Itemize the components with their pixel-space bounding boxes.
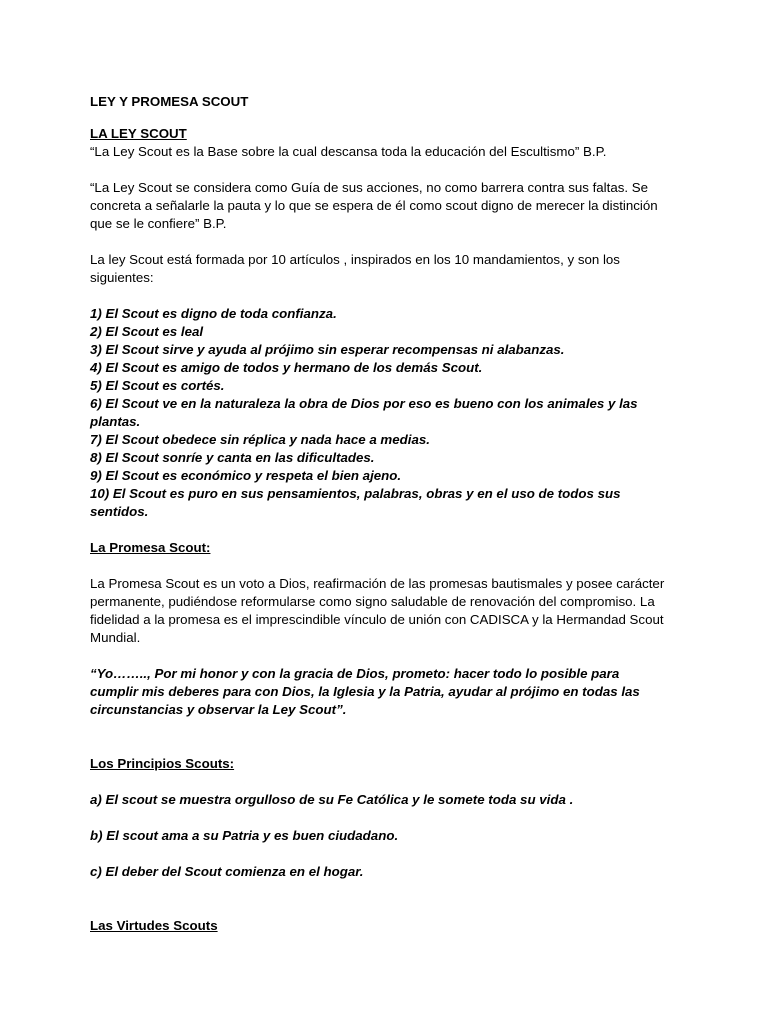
law-item: 9) El Scout es económico y respeta el bien ajeno. — [90, 468, 402, 483]
quote-1: “La Ley Scout es la Base sobre la cual descansa toda la educación del Escultismo” B.P. — [90, 144, 607, 159]
promesa-text: La Promesa Scout es un voto a Dios, reafirmación de las promesas bautismales y posee carácter permanente, pudiéndose reformularse como signo saludable de renovación del compromiso. La fidelidad a la promesa es el imprescindible vínculo de unión con CADISCA y la Hermandad Scout Mundial. — [90, 576, 665, 645]
promesa-heading: La Promesa Scout: — [90, 540, 211, 555]
law-item: 5) El Scout es cortés. — [90, 378, 225, 393]
ley-scout-heading: LA LEY SCOUT — [90, 126, 187, 141]
law-item: 10) El Scout es puro en sus pensamientos, palabras, obras y en el uso de todos sus sentidos. — [90, 486, 621, 519]
virtudes-heading: Las Virtudes Scouts — [90, 918, 218, 933]
law-item: 6) El Scout ve en la naturaleza la obra de Dios por eso es bueno con los animales y las plantas. — [90, 396, 638, 429]
principle-item: b) El scout ama a su Patria y es buen ciudadano. — [90, 828, 399, 843]
law-item: 8) El Scout sonríe y canta en las dificultades. — [90, 450, 375, 465]
law-intro: La ley Scout está formada por 10 artículos , inspirados en los 10 mandamientos, y son los siguientes: — [90, 252, 620, 285]
principios-heading: Los Principios Scouts: — [90, 756, 235, 771]
law-item: 4) El Scout es amigo de todos y hermano de los demás Scout. — [90, 360, 483, 375]
principle-item: a) El scout se muestra orgulloso de su Fe Católica y le somete toda su vida . — [90, 792, 574, 807]
document-page — [90, 93, 668, 935]
law-item: 7) El Scout obedece sin réplica y nada hace a medias. — [90, 432, 430, 447]
principle-item: c) El deber del Scout comienza en el hogar. — [90, 864, 364, 879]
law-list — [90, 305, 668, 521]
law-item: 3) El Scout sirve y ayuda al prójimo sin esperar recompensas ni alabanzas. — [90, 342, 565, 357]
quote-2: “La Ley Scout se considera como Guía de sus acciones, no como barrera contra sus faltas. Se concreta a señalarle la pauta y lo que se espera de él como scout digno de merecer la distinción que se le confiere” B.P. — [90, 180, 658, 231]
document-title: LEY Y PROMESA SCOUT — [90, 94, 249, 109]
promesa-quote: “Yo…….., Por mi honor y con la gracia de Dios, prometo: hacer todo lo posible para cumplir mis deberes para con Dios, la Iglesia y la Patria, ayudar al prójimo en todas las circunstancias y observar la Ley Scout”. — [90, 666, 640, 717]
law-item: 2) El Scout es leal — [90, 324, 204, 339]
law-item: 1) El Scout es digno de toda confianza. — [90, 306, 337, 321]
